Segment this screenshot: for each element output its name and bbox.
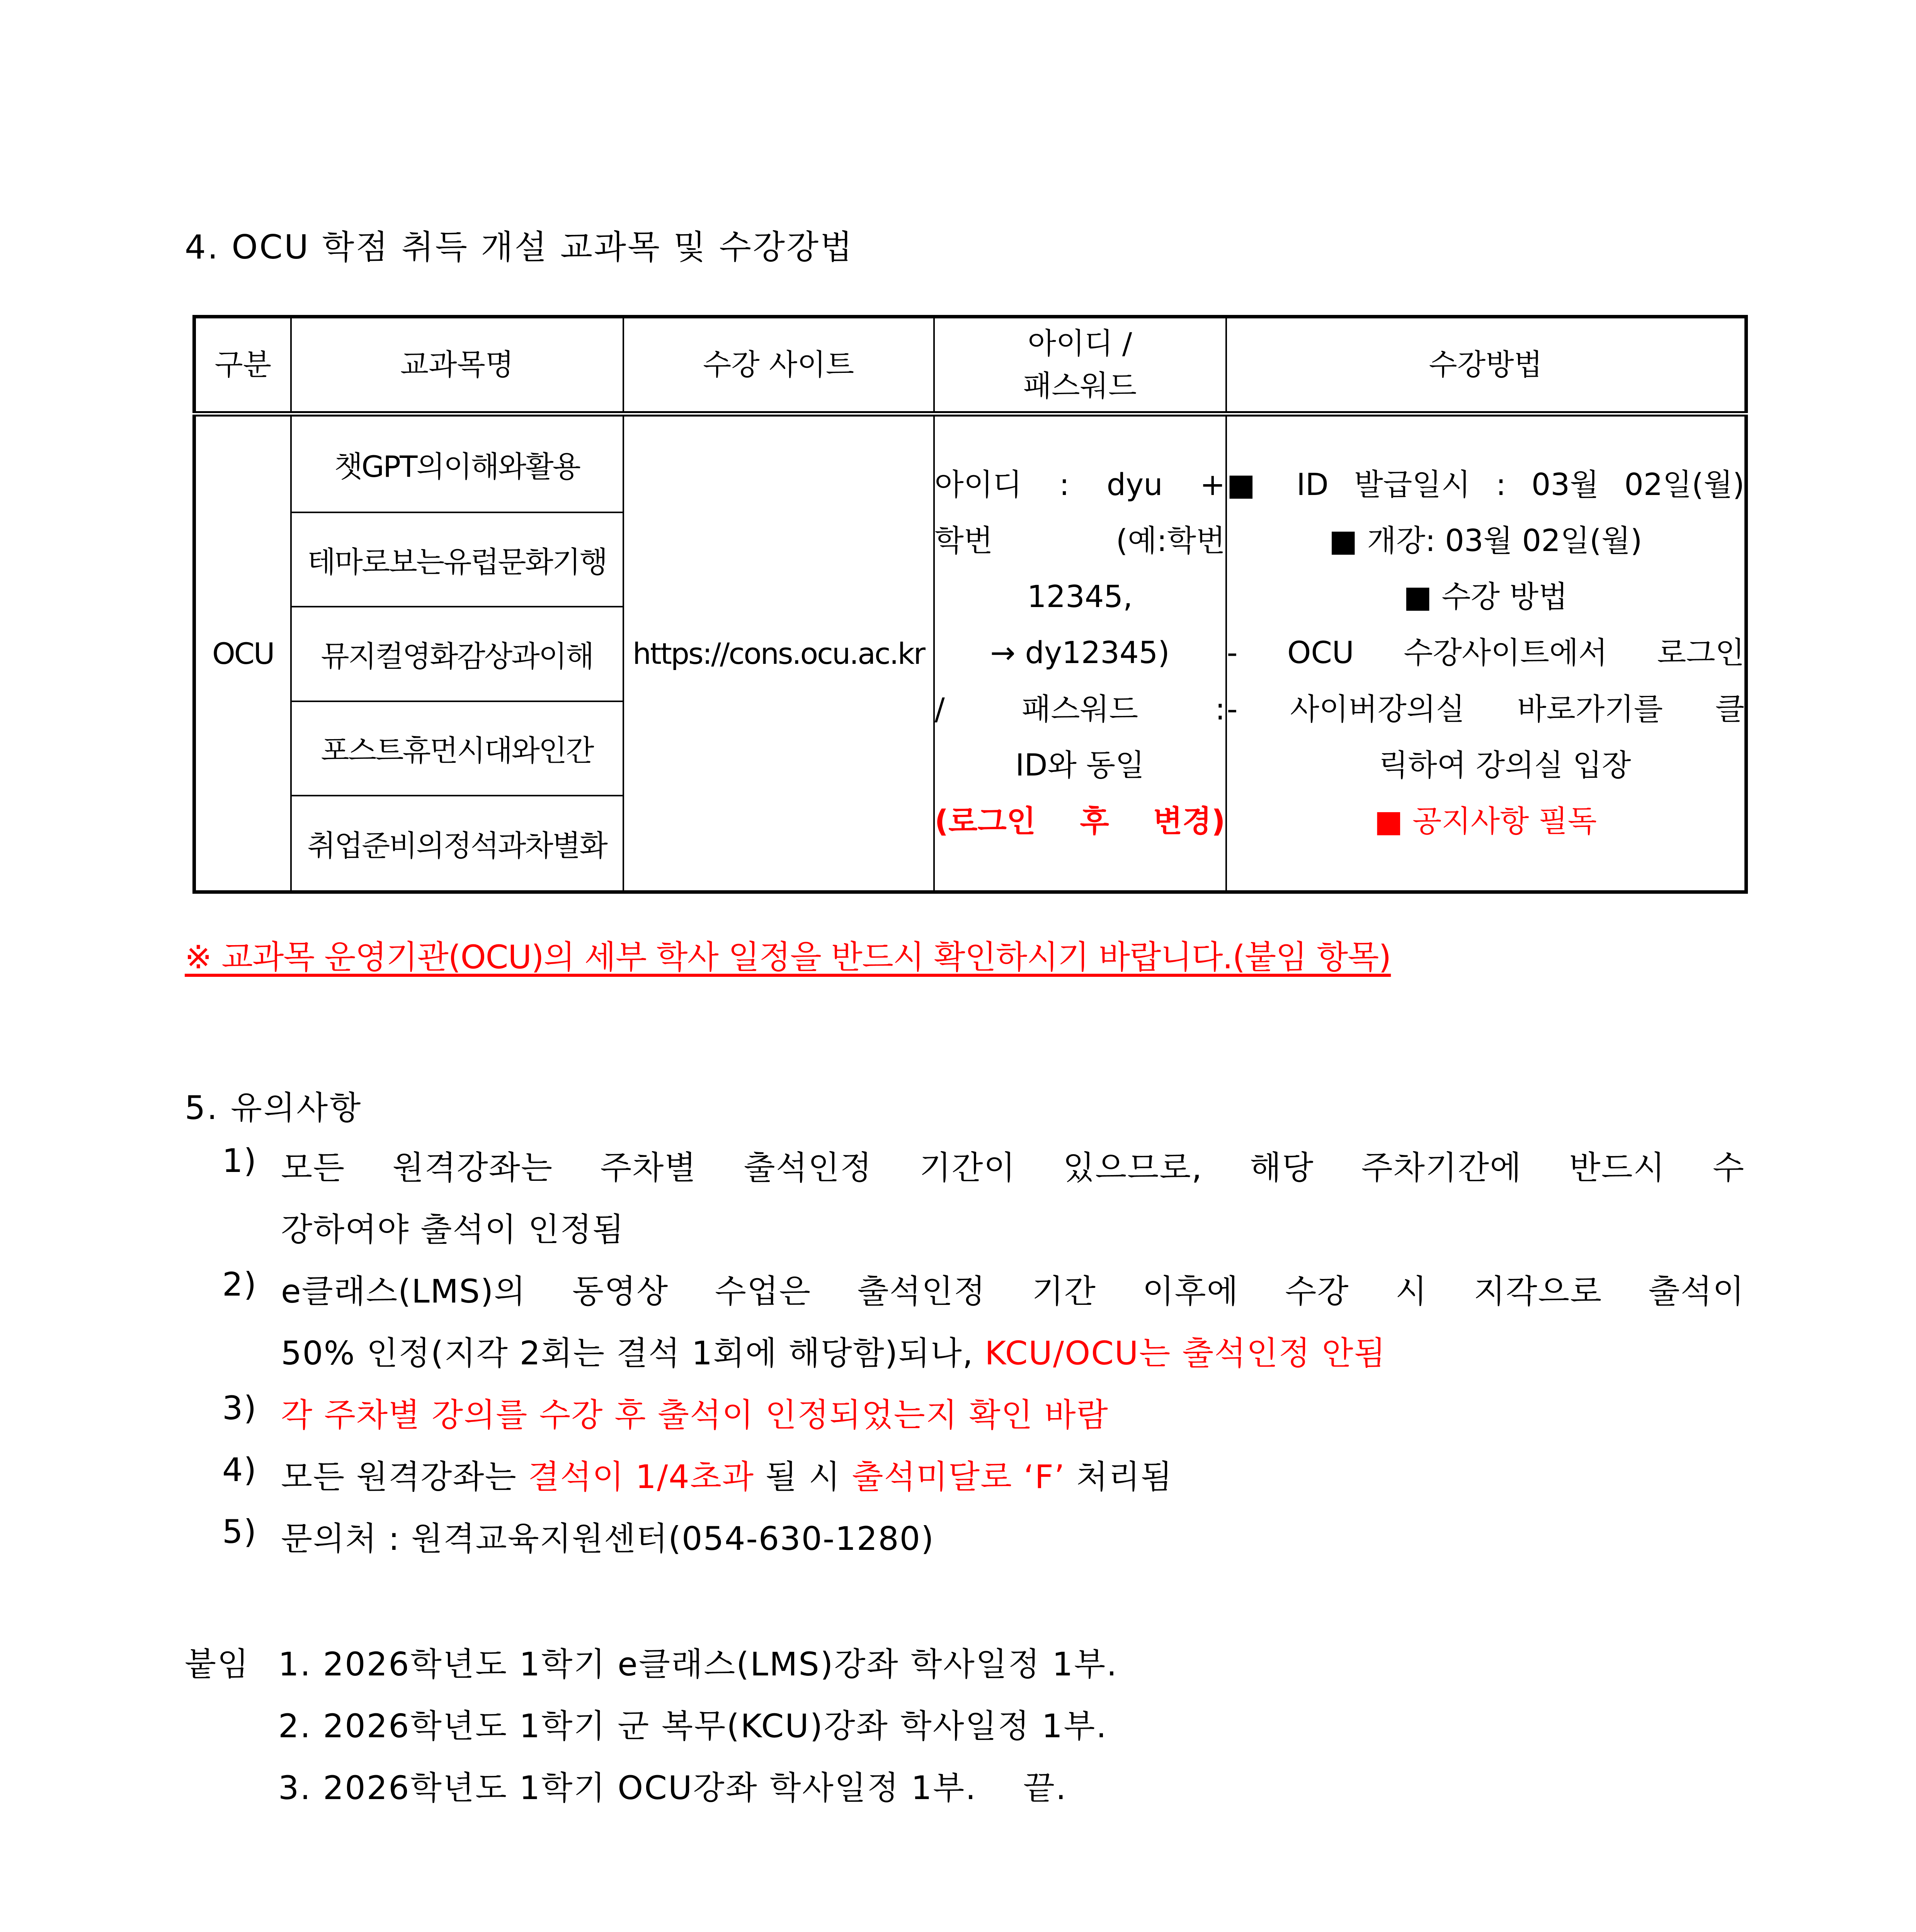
item-text-normal: 50% 인정(지각 2회는 결석 1회에 해당함)되나, [281,1334,974,1372]
method-line: ■ 수강 방법 [1403,580,1568,615]
method-notice-line [1227,794,1745,850]
header-method: 수강방법 [1226,317,1746,414]
section-4-title: 4. OCU 학점 취득 개설 교과목 및 수강강법 [185,228,854,267]
course-cell: 테마로보는유럽문화기행 [291,512,623,607]
course-cell: 뮤지컬영화감상과이해 [291,607,623,701]
id-pw-line: 학번 (예:학번 [934,524,1225,559]
item-number: 3) [222,1389,257,1427]
attachments-label: 붙임 [185,1645,250,1683]
course-table [192,315,1748,894]
method-cell [1226,414,1746,892]
category-cell: OCU [194,414,291,892]
square-bullet-icon: ■ [1374,804,1403,839]
method-line: - OCU 수강사이트에서 로그인 [1227,636,1744,671]
schedule-notice: ※ 교과목 운영기관(OCU)의 세부 학사 일정을 반드시 확인하시기 바랍니다.(붙임 항목) [185,938,1391,976]
id-pw-line: 12345, [1027,580,1133,615]
header-id-pw-line2: 패스워드 [1023,369,1137,403]
attachment-item-text: 3. 2026학년도 1학기 OCU강좌 학사일정 1부. [278,1769,977,1807]
header-site: 수강 사이트 [623,317,934,414]
header-id-pw-line1: 아이디 / [1028,326,1132,361]
course-cell: 챗GPT의이해와활용 [291,414,623,512]
id-pw-line: → dy12345) [990,636,1170,671]
attachment-item: 1. 2026학년도 1학기 e클래스(LMS)강좌 학사일정 1부. [278,1645,1118,1683]
attachment-item: 2. 2026학년도 1학기 군 복무(KCU)강좌 학사일정 1부. [278,1707,1108,1745]
method-notice-text: 공지사항 필독 [1412,804,1597,839]
header-id-pw [934,317,1226,414]
item-number: 1) [222,1142,257,1180]
item-number: 4) [222,1451,257,1489]
item-text-normal: 될 시 [765,1458,841,1496]
site-cell: https://cons.ocu.ac.kr [623,414,934,892]
table-row [194,414,1746,512]
section-5-title: 5. 유의사항 [185,1089,362,1127]
item-text-emphasis: 출석미달로 ‘F’ [852,1458,1065,1496]
item-text: 문의처 : 원격교육지원센터(054-630-1280) [281,1520,934,1558]
id-pw-change-note: (로그인 후 변경) [934,804,1225,839]
item-text-normal: 모든 원격강좌는 [281,1458,517,1496]
table-header-row [194,317,1746,414]
method-line: - 사이버강의실 바로가기를 클 [1227,692,1744,727]
item-text: 강하여야 출석이 인정됨 [281,1211,624,1248]
item-number: 5) [222,1513,257,1551]
item-text-normal: 처리됨 [1076,1458,1173,1496]
item-text [281,1451,1173,1498]
attachment-item [278,1762,1067,1809]
item-text-emphasis: 결석이 1/4초과 [528,1458,755,1496]
item-number: 2) [222,1265,257,1303]
item-text-emphasis: 각 주차별 강의를 수강 후 출석이 인정되었는지 확인 바람 [281,1396,1109,1434]
item-text [281,1327,1386,1374]
header-course: 교과목명 [291,317,623,414]
id-pw-line: ID와 동일 [1015,748,1145,783]
item-text: 모든 원격강좌는 주차별 출석인정 기간이 있으므로, 해당 주차기간에 반드시 수 [281,1149,1745,1187]
course-cell: 취업준비의정석과차별화 [291,796,623,892]
id-pw-line: / 패스워드 : [934,692,1225,727]
item-text-emphasis: KCU/OCU는 출석인정 안됨 [985,1334,1386,1372]
id-pw-line: 아이디 : dyu + [934,468,1225,503]
method-line: 릭하여 강의실 입장 [1379,748,1631,783]
item-text: e클래스(LMS)의 동영상 수업은 출석인정 기간 이후에 수강 시 지각으로 출석이 [281,1272,1745,1310]
end-mark: 끝. [1023,1769,1067,1807]
method-line: ■ 개강: 03월 02일(월) [1329,524,1642,559]
header-category: 구분 [194,317,291,414]
id-pw-cell [934,414,1226,892]
method-line: ■ ID 발급일시 : 03월 02일(월) [1227,468,1744,503]
course-cell: 포스트휴먼시대와인간 [291,701,623,796]
